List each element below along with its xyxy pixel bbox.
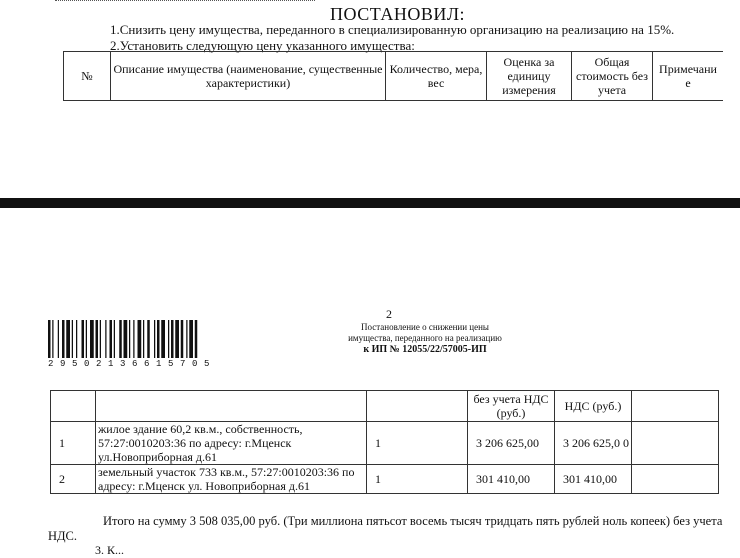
table-row bbox=[51, 465, 719, 494]
case-number: к ИП № 12055/22/57005-ИП bbox=[363, 344, 487, 355]
row-notes bbox=[632, 465, 719, 494]
decision-item-2: 2.Установить следующую цену указанного имущества: bbox=[110, 38, 415, 53]
col-quantity: Количество, мера, вес bbox=[386, 52, 487, 101]
header-cell-vat: НДС (руб.) bbox=[555, 391, 632, 422]
col-total-cost: Общая стоимость без учета bbox=[572, 52, 653, 101]
row-number: 1 bbox=[51, 422, 96, 465]
table-row bbox=[51, 422, 719, 465]
barcode-digits: 29502136615705 bbox=[48, 359, 217, 369]
row-description: жилое здание 60,2 кв.м., собственность, 57:27:0010203:36 по адресу: г.Мценск ул.Новоприборная д.61 bbox=[96, 422, 367, 465]
next-item-fragment: 3. К... bbox=[95, 543, 125, 557]
decision-title: ПОСТАНОВИЛ: bbox=[330, 4, 466, 24]
col-number: № bbox=[64, 52, 111, 101]
cut-text-line bbox=[55, 0, 315, 5]
total-sum-text: Итого на сумму 3 508 035,00 руб. (Три миллиона пятьсот восемь тысяч тридцать пять рублей ноль копеек) без учета НДС. bbox=[48, 514, 723, 543]
property-table-header bbox=[63, 51, 723, 101]
header-cell-quantity bbox=[367, 391, 468, 422]
row-price: 301 410,00 bbox=[468, 465, 555, 494]
col-description: Описание имущества (наименование, существенные характеристики) bbox=[111, 52, 386, 101]
heading-line-2: имущества, переданного на реализацию bbox=[348, 333, 502, 343]
decision-item-1: 1.Снизить цену имущества, переданного в специализированную организацию на реализацию на 15%. bbox=[110, 22, 675, 37]
row-number: 2 bbox=[51, 465, 96, 494]
header-cell-notes bbox=[632, 391, 719, 422]
col-notes: Примечани е bbox=[653, 52, 724, 101]
row-vat: 301 410,00 bbox=[555, 465, 632, 494]
header-cell-description bbox=[96, 391, 367, 422]
scan-divider bbox=[0, 198, 740, 208]
barcode-image bbox=[48, 320, 263, 358]
header-cell-price: без учета НДС (руб.) bbox=[468, 391, 555, 422]
table-header-row bbox=[51, 391, 719, 422]
document-heading bbox=[300, 322, 550, 355]
top-scan-fragment bbox=[0, 0, 740, 205]
row-vat: 3 206 625,0 0 bbox=[555, 422, 632, 465]
header-cell-number bbox=[51, 391, 96, 422]
row-quantity: 1 bbox=[367, 422, 468, 465]
row-description: земельный участок 733 кв.м., 57:27:0010203:36 по адресу: г.Мценск ул. Новоприборная д.61 bbox=[96, 465, 367, 494]
property-price-table bbox=[50, 390, 719, 494]
page-number: 2 bbox=[386, 307, 392, 321]
col-unit-price: Оценка за единицу измерения bbox=[487, 52, 572, 101]
row-quantity: 1 bbox=[367, 465, 468, 494]
row-price: 3 206 625,00 bbox=[468, 422, 555, 465]
heading-line-1: Постановление о снижении цены bbox=[361, 322, 489, 332]
row-notes bbox=[632, 422, 719, 465]
